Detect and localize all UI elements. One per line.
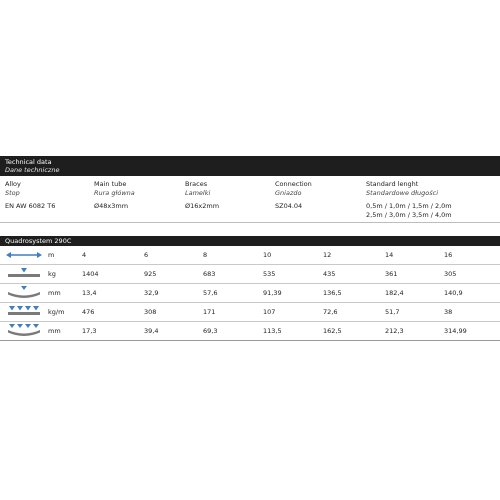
- table-cell: 113,5: [263, 327, 282, 335]
- table-cell: 38: [444, 308, 453, 316]
- table-cell: 8: [203, 251, 208, 259]
- unit-label: m: [48, 251, 55, 259]
- table-row: [0, 284, 500, 303]
- specs-divider: [0, 222, 500, 223]
- table-cell: 1404: [82, 270, 99, 278]
- spec-label-en: Main tube: [94, 180, 127, 188]
- table-cell: 212,3: [385, 327, 404, 335]
- spec-value: Ø48x3mm: [94, 202, 129, 210]
- table-cell: 925: [144, 270, 157, 278]
- table-cell: 136,5: [323, 289, 342, 297]
- table-row: [0, 303, 500, 322]
- table-cell: 182,4: [385, 289, 404, 297]
- technical-data-sheet: [0, 156, 500, 341]
- technical-data-title: Technical data: [5, 157, 52, 166]
- table-row: [0, 265, 500, 284]
- unit-label: kg/m: [48, 308, 65, 316]
- table-cell: 17,3: [82, 327, 97, 335]
- table-cell: 435: [323, 270, 336, 278]
- table-cell: 535: [263, 270, 276, 278]
- table-cell: 6: [144, 251, 149, 259]
- distributed-load-icon: [4, 304, 44, 320]
- table-cell: 14: [385, 251, 394, 259]
- table-cell: 305: [444, 270, 457, 278]
- spec-label-pl: Stop: [5, 188, 20, 197]
- table-cell: 361: [385, 270, 398, 278]
- spec-value-line-2: 2,5m / 3,0m / 3,5m / 4,0m: [366, 210, 452, 219]
- spec-value: SZ04.04: [275, 202, 303, 210]
- spec-value-line-1: 0,5m / 1,0m / 1,5m / 2,0m: [366, 202, 452, 210]
- spec-main-tube: [94, 180, 135, 210]
- table-row: [0, 322, 500, 341]
- load-table: [0, 246, 500, 341]
- table-cell: 314,99: [444, 327, 467, 335]
- spec-label-pl: Lamelki: [185, 188, 211, 197]
- table-cell: 171: [203, 308, 216, 316]
- spec-label-pl: Standardowe długości: [366, 188, 439, 197]
- unit-label: kg: [48, 270, 56, 278]
- spec-label-en: Braces: [185, 180, 208, 188]
- spec-value: EN AW 6082 T6: [5, 202, 56, 210]
- table-cell: 51,7: [385, 308, 400, 316]
- table-cell: 72,6: [323, 308, 338, 316]
- table-cell: 476: [82, 308, 95, 316]
- spec-value: Ø16x2mm: [185, 202, 220, 210]
- table-cell: 39,4: [144, 327, 159, 335]
- spec-connection: [275, 180, 312, 210]
- system-header: [0, 236, 500, 246]
- table-cell: 4: [82, 251, 87, 259]
- technical-data-header: [0, 156, 500, 176]
- spec-label-en: Connection: [275, 180, 312, 188]
- span-length-icon: [4, 247, 44, 263]
- spec-label-en: Alloy: [5, 180, 21, 188]
- table-cell: 13,4: [82, 289, 97, 297]
- table-cell: 107: [263, 308, 276, 316]
- point-load-deflection-icon: [4, 285, 44, 301]
- table-cell: 12: [323, 251, 332, 259]
- center-point-load-icon: [4, 266, 44, 282]
- table-row: [0, 246, 500, 265]
- spec-label-pl: Gniazdo: [275, 188, 302, 197]
- table-cell: 308: [144, 308, 157, 316]
- spec-alloy: [5, 180, 56, 210]
- table-cell: 57,6: [203, 289, 218, 297]
- table-cell: 10: [263, 251, 272, 259]
- distributed-load-deflection-icon: [4, 323, 44, 339]
- table-cell: 683: [203, 270, 216, 278]
- spec-standard-length: [366, 180, 452, 219]
- spec-braces: [185, 180, 220, 210]
- specs-block: [0, 176, 500, 236]
- table-cell: 32,9: [144, 289, 159, 297]
- technical-data-subtitle: Dane techniczne: [5, 166, 60, 174]
- table-cell: 91,39: [263, 289, 282, 297]
- unit-label: mm: [48, 327, 61, 335]
- table-cell: 69,3: [203, 327, 218, 335]
- table-cell: 140,9: [444, 289, 463, 297]
- table-cell: 162,5: [323, 327, 342, 335]
- spec-label-pl: Rura główna: [94, 188, 135, 197]
- spec-label-en: Standard lenght: [366, 180, 419, 188]
- table-cell: 16: [444, 251, 453, 259]
- unit-label: mm: [48, 289, 61, 297]
- system-title: Quadrosystem 290C: [5, 237, 72, 245]
